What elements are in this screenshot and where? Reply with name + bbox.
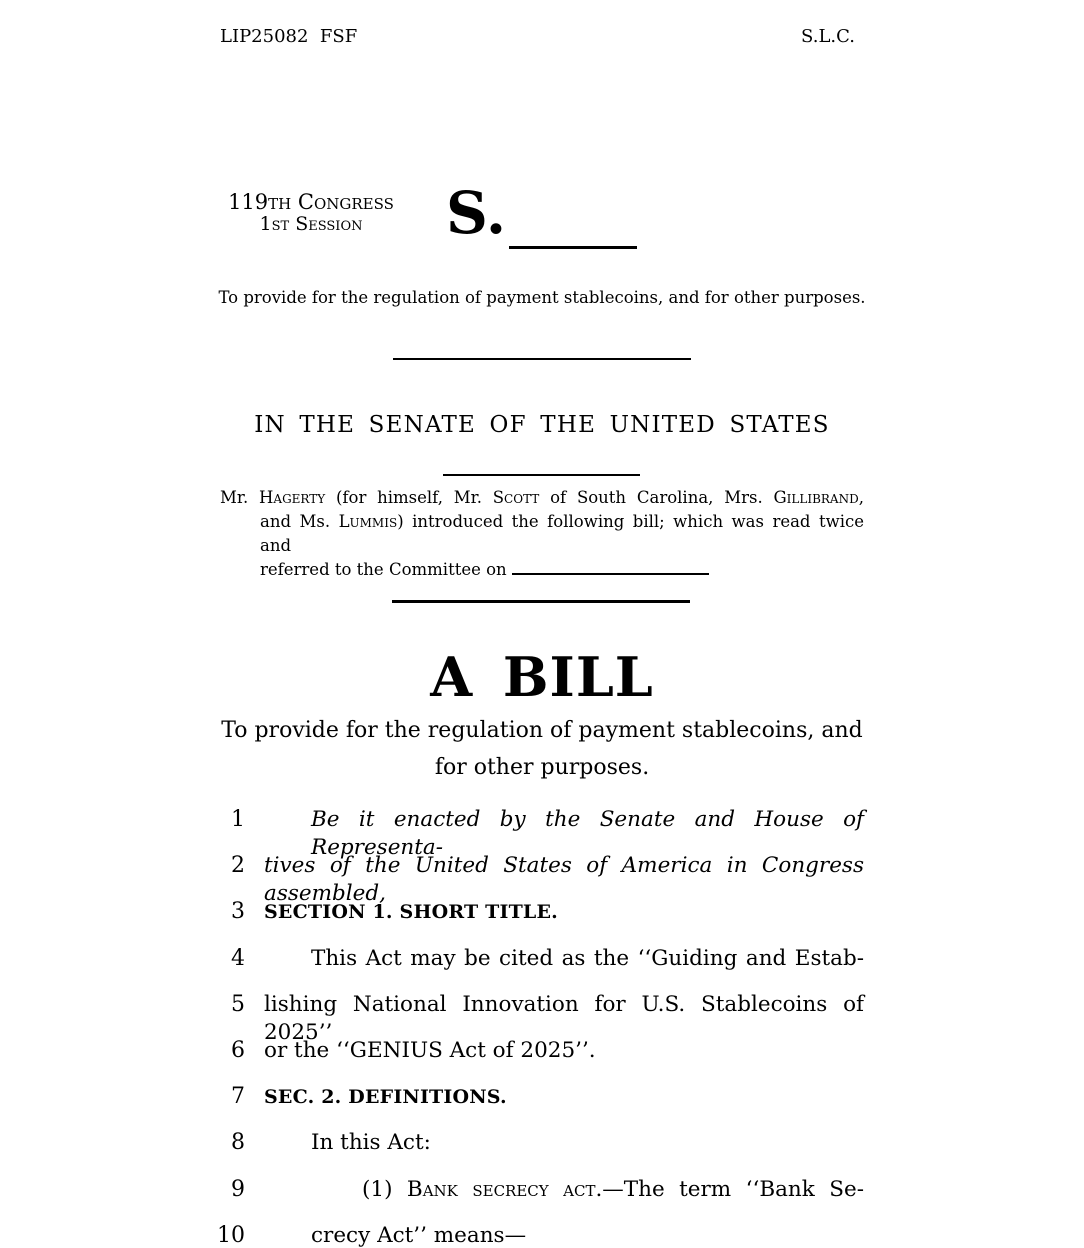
bill-line	[216, 991, 864, 1045]
text-segment: or the ‘‘GENIUS Act of 2025’’.	[264, 1037, 596, 1063]
text-segment: Lummis	[338, 512, 398, 531]
line-number: 8	[231, 1130, 245, 1156]
text-segment: of South Carolina, Mrs.	[539, 488, 774, 507]
text-segment: This Act may be cited as the ‘‘Guiding and Estab-	[311, 945, 864, 971]
line-number: 10	[217, 1222, 245, 1248]
line-text	[264, 1083, 864, 1111]
bill-subject-line: for other purposes.	[434, 755, 650, 780]
text-segment: ) introduced the following bill; which was read twice and	[260, 512, 864, 555]
session-number: 1st Session	[259, 213, 363, 235]
text-segment: and Ms.	[260, 512, 339, 531]
bill-heading: A BILL	[430, 645, 654, 709]
bill-line	[216, 945, 864, 991]
text-segment: SECTION 1. SHORT TITLE.	[264, 901, 558, 924]
text-segment: (1)	[362, 1176, 407, 1202]
divider-rule	[443, 474, 640, 476]
text-segment: ,	[858, 488, 864, 507]
congress-session-block	[218, 191, 404, 235]
text-segment: Hagerty	[259, 488, 326, 507]
line-number: 6	[231, 1037, 245, 1063]
text-segment: lishing National Innovation for U.S. Stablecoins of 2025’’	[264, 991, 864, 1045]
text-segment: Bank secrecy act	[406, 1176, 596, 1202]
bill-subject	[0, 712, 1084, 786]
text-segment: SEC. 2. DEFINITIONS.	[264, 1086, 507, 1109]
text-segment: tives of the United States of America in Congress assembled,	[264, 853, 864, 907]
bill-number-blank	[509, 246, 637, 249]
chamber-heading: IN THE SENATE OF THE UNITED STATES	[254, 412, 830, 438]
text-segment: (for himself, Mr.	[325, 488, 493, 507]
text-segment: .—The term ‘‘Bank Se-	[595, 1176, 864, 1202]
bill-line	[216, 1222, 864, 1248]
divider-rule	[393, 358, 691, 360]
sponsor-line	[220, 486, 864, 510]
line-number: 2	[231, 853, 245, 879]
text-segment: referred to the Committee on	[260, 560, 512, 579]
bill-designation: S.	[446, 179, 507, 247]
bill-line	[216, 1176, 864, 1222]
bill-line	[216, 806, 864, 860]
sponsor-statement	[220, 486, 864, 582]
bill-body	[216, 806, 864, 1248]
page-meta-header	[220, 26, 855, 47]
line-number: 9	[231, 1176, 245, 1202]
bill-line	[216, 852, 864, 907]
line-text	[264, 898, 864, 926]
text-segment: Mr.	[220, 488, 260, 507]
line-text	[264, 1037, 864, 1065]
bill-line	[216, 1083, 864, 1129]
line-text	[264, 945, 864, 973]
slc-label: S.L.C.	[801, 26, 855, 47]
line-number: 7	[231, 1084, 245, 1110]
line-text	[264, 1222, 864, 1248]
text-segment: In this Act:	[311, 1130, 431, 1156]
fill-in-blank	[512, 571, 709, 575]
line-number: 1	[231, 807, 245, 832]
bill-subject-line: To provide for the regulation of payment stablecoins, and	[221, 718, 863, 743]
sponsor-line	[220, 510, 864, 558]
document-code: LIP25082 FSF	[220, 26, 358, 47]
bill-line	[216, 898, 864, 944]
text-segment: Be it enacted by the Senate and House of Representa-	[311, 807, 864, 860]
divider-rule	[392, 600, 690, 603]
line-text	[264, 1129, 864, 1157]
official-title: To provide for the regulation of payment stablecoins, and for other purposes.	[218, 288, 866, 307]
line-number: 4	[231, 945, 245, 971]
line-text	[264, 1176, 864, 1204]
bill-line	[216, 1129, 864, 1175]
congress-number: 119th Congress	[228, 190, 394, 214]
text-segment: crecy Act’’ means—	[311, 1222, 527, 1248]
bill-line	[216, 1037, 864, 1083]
text-segment: Scott	[492, 488, 540, 507]
sponsor-line	[220, 558, 864, 582]
line-number: 3	[231, 899, 245, 925]
text-segment: Gillibrand	[773, 488, 859, 507]
line-number: 5	[231, 991, 245, 1017]
